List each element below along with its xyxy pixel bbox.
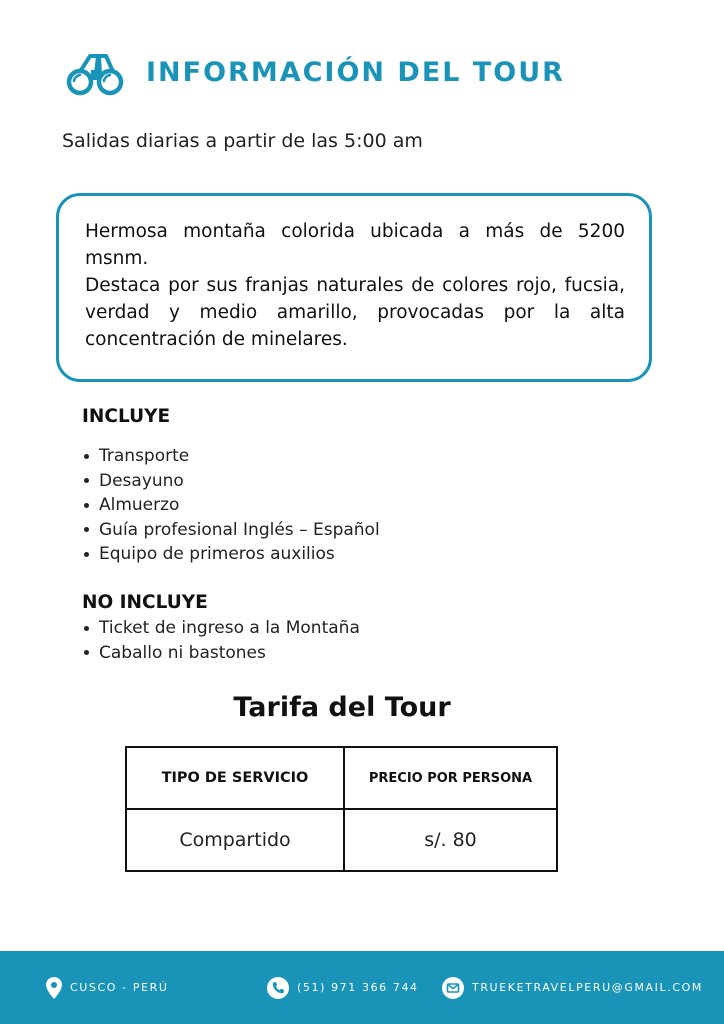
list-item: Ticket de ingreso a la Montaña: [84, 616, 360, 641]
footer-phone: (51) 971 366 744: [267, 951, 419, 1024]
email-icon: [442, 977, 464, 999]
location-pin-icon: [46, 977, 62, 999]
description-line-2: Destaca por sus franjas naturales de colores rojo, fucsia, verdad y medio amarillo, provocadas por la alta concentración de minelares.: [85, 275, 625, 350]
incluye-heading: INCLUYE: [82, 406, 171, 427]
bullet-icon: [84, 552, 89, 557]
column-header: TIPO DE SERVICIO: [126, 747, 344, 809]
footer-location: CUSCO - PERÚ: [46, 951, 169, 1024]
page-title: INFORMACIÓN DEL TOUR: [146, 56, 565, 88]
price-cell: s/. 80: [344, 809, 557, 871]
departure-info: Salidas diarias a partir de las 5:00 am: [62, 130, 423, 152]
no-incluye-list: [84, 616, 360, 665]
description-box: [56, 193, 652, 382]
bullet-icon: [84, 527, 89, 532]
list-item: Caballo ni bastones: [84, 641, 360, 666]
binoculars-icon: [66, 48, 126, 96]
price-table: [125, 746, 558, 872]
bullet-icon: [84, 626, 89, 631]
bullet-icon: [84, 503, 89, 508]
footer-bar: [0, 951, 724, 1024]
footer-email: TRUEKETRAVELPERU@GMAIL.COM: [442, 951, 703, 1024]
table-header-row: [126, 747, 557, 809]
list-item: Transporte: [84, 444, 380, 469]
service-type-cell: Compartido: [126, 809, 344, 871]
bullet-icon: [84, 478, 89, 483]
bullet-icon: [84, 650, 89, 655]
description-line-1: Hermosa montaña colorida ubicada a más de 5200 msnm.: [85, 221, 625, 269]
table-row: [126, 809, 557, 871]
tarifa-title: Tarifa del Tour: [233, 692, 451, 723]
list-item: Desayuno: [84, 469, 380, 494]
list-item: Equipo de primeros auxilios: [84, 542, 380, 567]
list-item: Almuerzo: [84, 493, 380, 518]
bullet-icon: [84, 454, 89, 459]
page-header: [66, 48, 565, 96]
list-item: Guía profesional Inglés – Español: [84, 518, 380, 543]
phone-icon: [267, 977, 289, 999]
incluye-list: [84, 444, 380, 567]
no-incluye-heading: NO INCLUYE: [82, 592, 208, 613]
column-header: PRECIO POR PERSONA: [344, 747, 557, 809]
